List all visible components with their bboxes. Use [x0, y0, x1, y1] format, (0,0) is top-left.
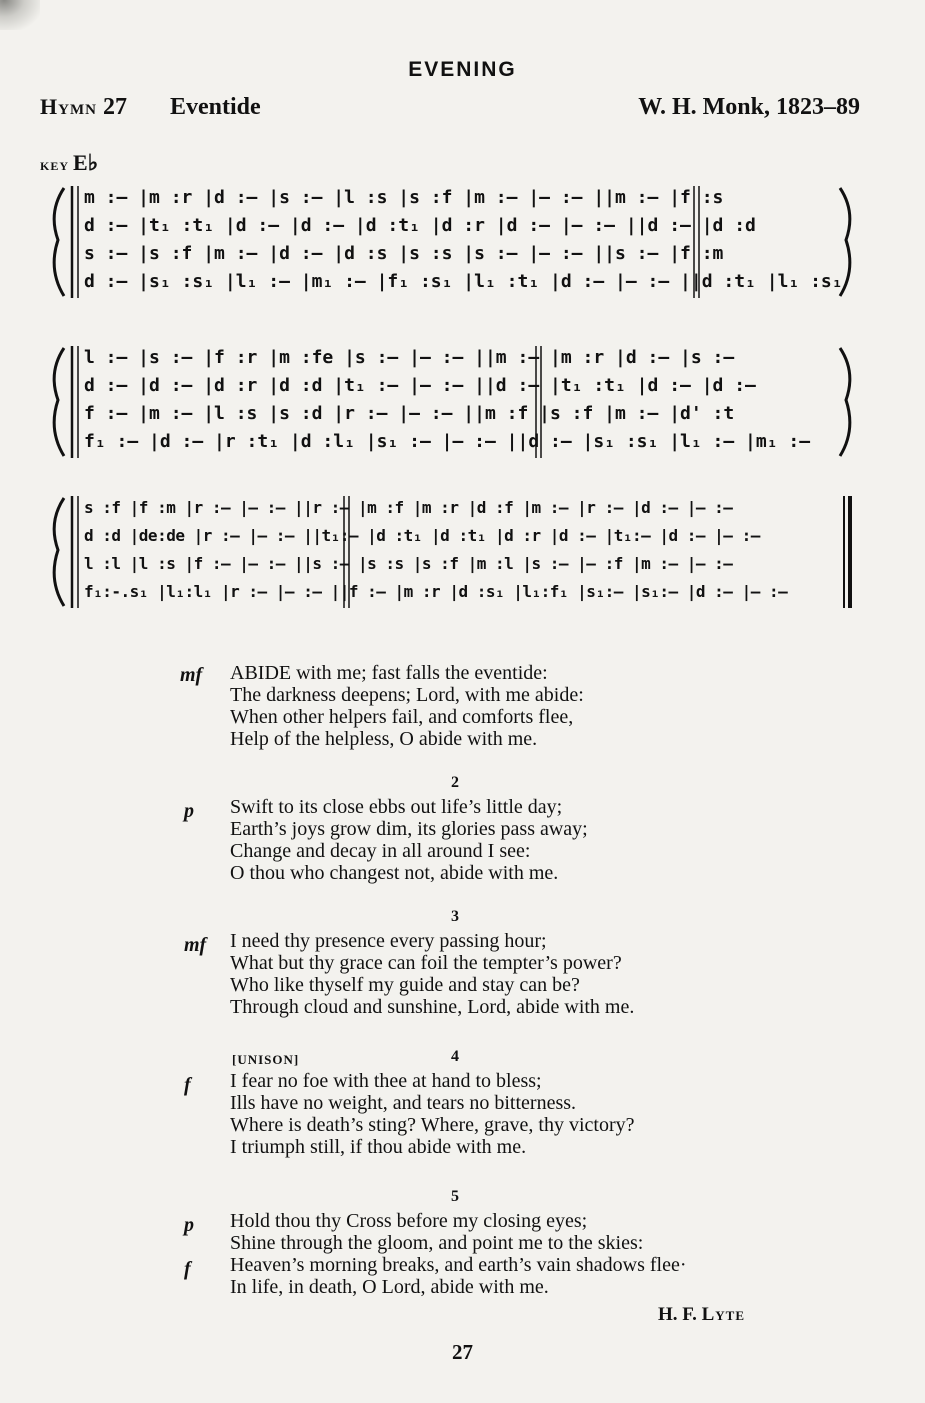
hymn-label: Hymn: [40, 94, 97, 119]
verse-2-number: 2: [451, 774, 459, 791]
verse-4-line-1: I fear no foe with thee at hand to bless;: [230, 1070, 542, 1092]
system-3-bass: f₁:-.s₁ |l₁:l₁ |r :— |— :— ||f :— |m :r |d :s₁ |l₁:f₁ |s₁:— |s₁:— |d :— |— :—: [84, 582, 788, 601]
composer: W. H. Monk, 1823–89: [638, 94, 860, 120]
verse-1-line-4: Help of the helpless, O abide with me.: [230, 728, 538, 750]
verse-5: [230, 1210, 850, 1298]
music-system-1: [44, 180, 864, 302]
verse-2-line-2: Earth’s joys grow dim, its glories pass away;: [230, 818, 588, 840]
tune-name: Eventide: [170, 94, 261, 120]
verse-4-line-2: Ills have no weight, and tears no bitterness.: [230, 1092, 577, 1114]
system-1-soprano: m :— |m :r |d :— |s :— |l :s |s :f |m :— |— :— ||m :— |f :s: [84, 187, 724, 208]
verse-4-line-3: Where is death’s sting? Where, grave, thy victory?: [230, 1114, 635, 1136]
hymn-heading: [40, 94, 860, 126]
verse-2-line-4: O thou who changest not, abide with me.: [230, 862, 559, 884]
verse-3-dynamic: mf: [184, 934, 207, 956]
verse-2-dynamic: p: [184, 800, 194, 822]
page-number: 27: [452, 1340, 473, 1364]
verse-4-line-4: I triumph still, if thou abide with me.: [230, 1136, 527, 1158]
verse-1: [230, 662, 850, 750]
hymn-number: 27: [102, 94, 127, 120]
system-2-soprano: l :— |s :— |f :r |m :fe |s :— |— :— ||m :— |m :r |d :— |s :—: [84, 347, 735, 368]
key-value: E♭: [73, 150, 99, 175]
system-3-soprano: s :f |f :m |r :— |— :— ||r :— |m :f |m :r |d :f |m :— |r :— |d :— |— :—: [84, 498, 733, 517]
system-2-bass: f₁ :— |d :— |r :t₁ |d :l₁ |s₁ :— |— :— ||d :— |s₁ :s₁ |l₁ :— |m₁ :—: [84, 431, 811, 452]
verse-2-line-3: Change and decay in all around I see:: [230, 840, 531, 862]
verse-3-line-4: Through cloud and sunshine, Lord, abide with me.: [230, 996, 635, 1018]
verse-5-number: 5: [451, 1188, 459, 1205]
hymn-number-label: [40, 94, 127, 121]
verse-4-number: 4: [451, 1048, 459, 1065]
verse-5-dynamic-2: f: [184, 1258, 191, 1280]
system-1-alto: d :— |t₁ :t₁ |d :— |d :— |d :t₁ |d :r |d :— |— :— ||d :— |d :d: [84, 215, 756, 236]
verse-5-line-1: Hold thou thy Cross before my closing eyes;: [230, 1210, 588, 1232]
system-1-bass: d :— |s₁ :s₁ |l₁ :— |m₁ :— |f₁ :s₁ |l₁ :t₁ |d :— |— :— ||d :t₁ |l₁ :s₁: [84, 271, 843, 292]
verse-1-dynamic: mf: [180, 664, 203, 686]
verse-4-dynamic: f: [184, 1074, 191, 1096]
verse-1-line-2: The darkness deepens; Lord, with me abide:: [230, 684, 584, 706]
verse-3-line-3: Who like thyself my guide and stay can be?: [230, 974, 580, 996]
section-title: EVENING: [408, 58, 517, 81]
verse-1-line-1: ABIDE with me; fast falls the eventide:: [230, 662, 548, 684]
author-initials: H. F.: [657, 1304, 697, 1325]
author-surname: Lyte: [701, 1304, 745, 1325]
verse-2-line-1: Swift to its close ebbs out life’s little day;: [230, 796, 563, 818]
system-3-tenor: l :l |l :s |f :— |— :— ||s :— |s :s |s :f |m :l |s :— |— :f |m :— |— :—: [84, 554, 733, 573]
unison-note: [UNISON]: [232, 1052, 300, 1067]
verse-5-line-3: Heaven’s morning breaks, and earth’s vain shadows flee·: [230, 1254, 687, 1276]
verse-5-line-4: In life, in death, O Lord, abide with me.: [230, 1276, 549, 1298]
key-signature: [40, 150, 98, 176]
verse-1-line-3: When other helpers fail, and comforts flee,: [230, 706, 574, 728]
verse-2: [230, 796, 850, 884]
key-label: key: [40, 155, 70, 174]
system-3-alto: d :d |de:de |r :— |— :— ||t₁:— |d :t₁ |d :t₁ |d :r |d :— |t₁:— |d :— |— :—: [84, 526, 760, 545]
verse-3-line-2: What but thy grace can foil the tempter’s power?: [230, 952, 622, 974]
system-2-alto: d :— |d :— |d :r |d :d |t₁ :— |— :— ||d :— |t₁ :t₁ |d :— |d :—: [84, 375, 756, 396]
music-system-3: [44, 490, 864, 612]
author: [658, 1304, 745, 1326]
verse-5-dynamic: p: [184, 1214, 194, 1236]
corner-smudge: [0, 0, 40, 30]
verse-5-line-2: Shine through the gloom, and point me to the skies:: [230, 1232, 644, 1254]
verse-3: [230, 930, 850, 1018]
system-2-tenor: f :— |m :— |l :s |s :d |r :— |— :— ||m :f |s :f |m :— |d' :t: [84, 403, 735, 424]
verse-3-number: 3: [451, 908, 459, 925]
verse-4: [230, 1070, 850, 1158]
music-system-2: [44, 340, 864, 462]
verse-3-line-1: I need thy presence every passing hour;: [230, 930, 547, 952]
system-1-tenor: s :— |s :f |m :— |d :— |d :s |s :s |s :— |— :— ||s :— |f :m: [84, 243, 724, 264]
